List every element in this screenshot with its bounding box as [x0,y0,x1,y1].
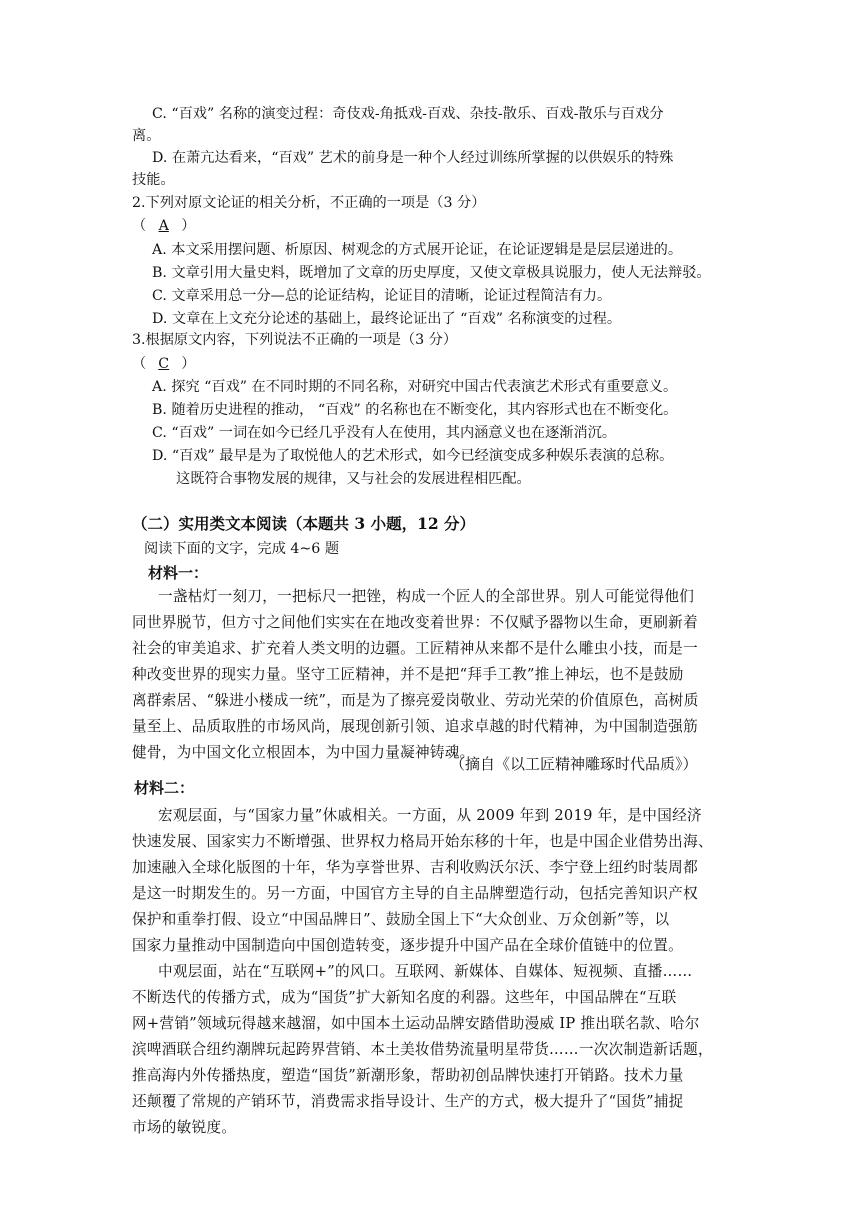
material2-line: 宏观层面，与“国家力量”休戚相关。一方面，从 2009 年到 2019 年，是中国经济 [158,807,702,824]
material2-heading: 材料二： [134,779,195,797]
material2-line: 是这一时期发生的。另一方面，中国官方主导的自主品牌塑造行动，包括完善知识产权 [132,885,698,902]
q1-option-c-line2: 离。 [132,128,161,144]
q1-option-d-line1: D. 在萧亢达看来，“百戏” 艺术的前身是一种个人经过训练所掌握的以供娱乐的特殊 [152,150,674,166]
material1-source: （摘自《以工匠精神雕琢时代品质》） [450,755,698,773]
material1-line: 一盏枯灯一刻刀，一把标尺一把锉，构成一个匠人的全部世界。别人可能觉得他们 [158,588,695,605]
material2-line: 快速发展、国家实力不断增强、世界权力格局开始东移的十年，也是中国企业借势出海、 [132,833,713,850]
q2-stem: 2.下列对原文论证的相关分析，不正确的一项是（3 分） [132,195,486,211]
material1-heading: 材料一： [148,564,209,582]
material1-line: 种改变世界的现实力量。坚守工匠精神，并不是把“拜手工教”推上神坛，也不是鼓励 [132,666,684,683]
material1-line: 同世界脱节，但方寸之间他们实实在在地改变着世界：不仅赋予器物以生命，更刷新着 [132,614,698,631]
q2-answer: A [158,218,169,234]
q2-answer-blank: （ A ） [132,218,196,234]
q3-option-d-line1: D. “百戏” 最早是为了取悦他人的艺术形式，如今已经演变成多种娱乐表演的总称。 [152,448,674,464]
material2-line: 市场的敏锐度。 [132,1119,237,1136]
q2-option-d: D. 文章在上文充分论述的基础上，最终论证出了 “百戏” 名称演变的过程。 [152,311,622,327]
material2-line: 推高海内外传播热度，塑造“国货”新潮形象，帮助初创品牌快速打开销路。技术力量 [132,1067,684,1084]
material2-line: 中观层面，站在“互联网+”的风口。互联网、新媒体、自媒体、短视频、直播…… [158,963,693,980]
section-instruction: 阅读下面的文字，完成 4~6 题 [144,541,340,557]
material1-line: 社会的审美追求、扩充着人类文明的边疆。工匠精神从来都不是什么雕虫小技，而是一 [132,640,698,657]
q3-option-b: B. 随着历史进程的推动， “百戏” 的名称也在不断变化，其内容形式也在不断变化。 [152,402,678,418]
material2-line: 保护和重拳打假、设立“中国品牌日”、鼓励全国上下“大众创业、万众创新”等，以 [132,911,670,928]
material1-line: 健骨，为中国文化立根固本，为中国力量凝神铸魂。 [132,744,475,761]
q3-stem: 3.根据原文内容，下列说法不正确的一项是（3 分） [132,332,458,348]
q1-option-d-line2: 技能。 [132,172,175,188]
q3-answer: C [158,356,170,372]
material2-line: 网+营销”领域玩得越来越溜，如中国本土运动品牌安踏借助漫威 IP 推出联名款、哈尔 [132,1015,700,1032]
material2-line: 还颠覆了常规的产销环节，消费需求指导设计、生产的方式，极大提升了“国货”捕捉 [132,1093,684,1110]
material2-line: 滨啤酒联合纽约潮牌玩起跨界营销、本土美妆借势流量明星带货……一次次制造新话题， [132,1041,713,1058]
q2-option-b: B. 文章引用大量史料，既增加了文章的历史厚度，又使文章极具说服力，使人无法辩驳。 [152,265,711,281]
section-title: （二）实用类文本阅读（本题共 3 小题，12 分） [132,514,476,533]
q3-answer-blank: （ C ） [132,356,196,372]
material2-line: 国家力量推动中国制造向中国创造转变，逐步提升中国产品在全球价值链中的位置。 [132,937,684,954]
material1-line: 离群索居、“躲进小楼成一统”，而是为了擦亮爱岗敬业、劳动光荣的价值原色，高树质 [132,692,699,709]
q2-option-c: C. 文章采用总一分—总的论证结构，论证目的清晰，论证过程简洁有力。 [152,288,612,304]
q1-option-c-line1: C. “百戏” 名称的演变过程：奇伎戏-角抵戏-百戏、杂技-散乐、百戏-散乐与百戏分 [152,106,664,122]
q3-option-a: A. 探究 “百戏” 在不同时期的不同名称，对研究中国古代表演艺术形式有重要意义。 [152,379,678,395]
q3-option-c: C. “百戏” 一词在如今已经几乎没有人在使用，其内涵意义也在逐渐消沉。 [152,425,617,441]
material2-line: 加速融入全球化版图的十年，华为享誉世界、吉利收购沃尔沃、李宁登上纽约时装周都 [132,859,698,876]
material2-line: 不断迭代的传播方式，成为“国货”扩大新知名度的利器。这些年，中国品牌在“互联 [132,989,677,1006]
q3-option-d-line2: 这既符合事物发展的规律，又与社会的发展进程相匹配。 [176,471,531,487]
q2-option-a: A. 本文采用摆问题、析原因、树观念的方式展开论证，在论证逻辑是是层层递进的。 [152,242,683,258]
material1-line: 量至上、品质取胜的市场风尚，展现创新引领、追求卓越的时代精神，为中国制造强筋 [132,718,698,735]
